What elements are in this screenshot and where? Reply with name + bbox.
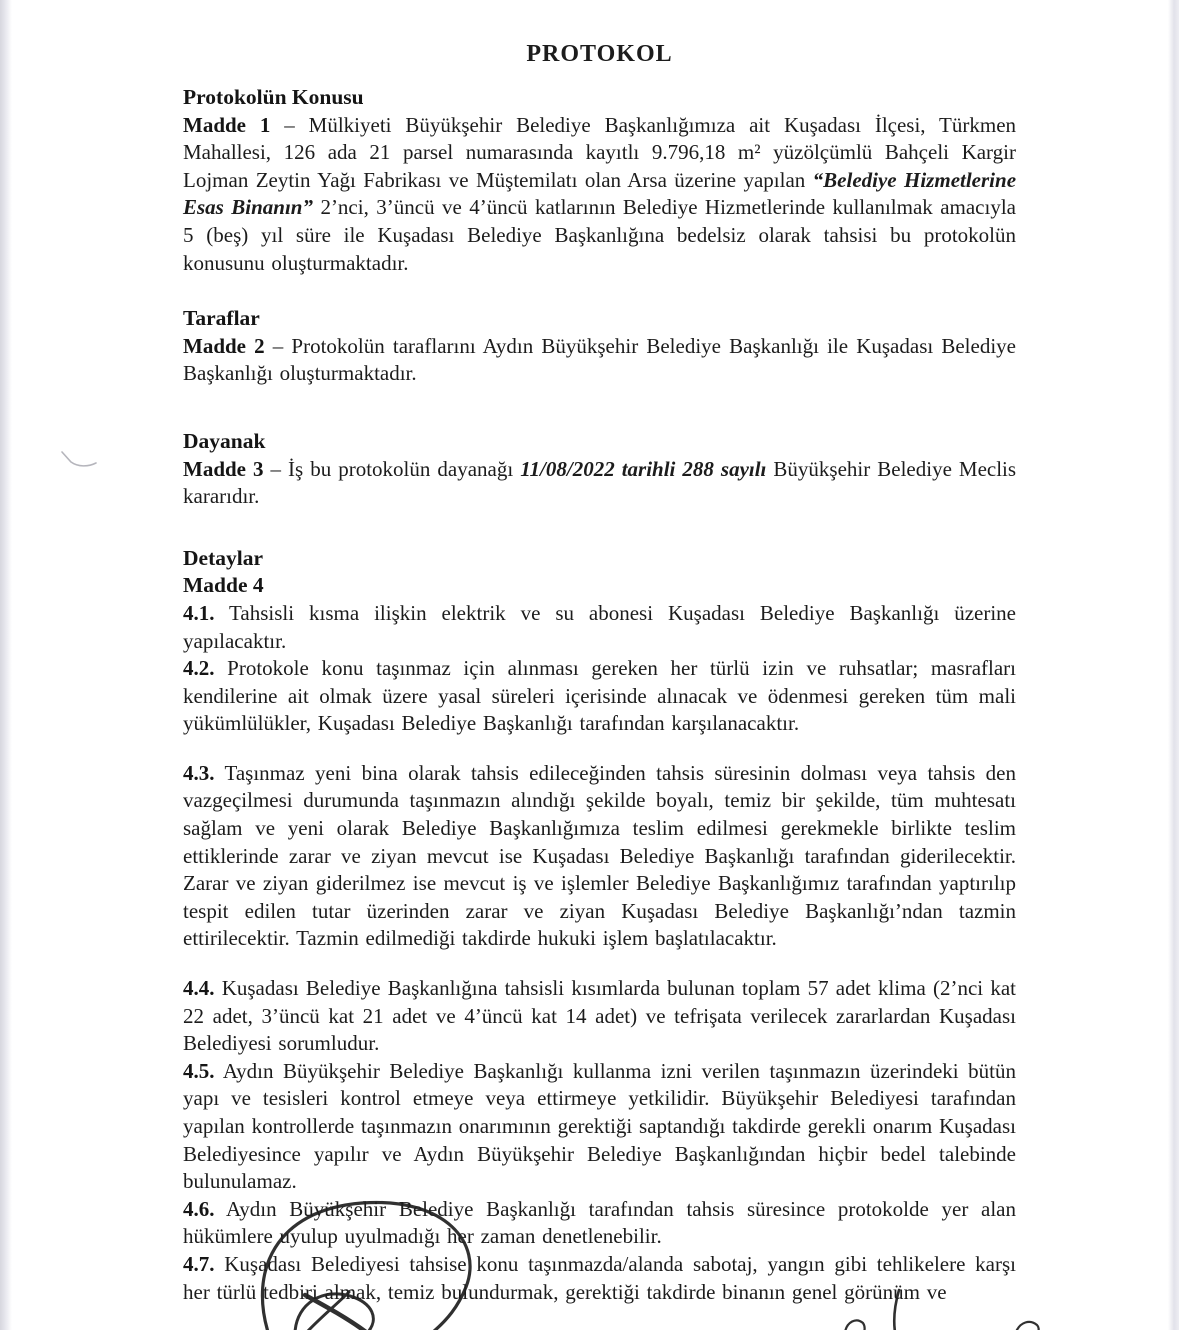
pen-bottom-mark-left <box>845 1320 865 1330</box>
madde-4-item-4.4 <box>183 975 1016 1058</box>
item-number: 4.5. <box>183 1058 215 1083</box>
item-text: Aydın Büyükşehir Belediye Başkanlığı kullanma izni verilen taşınmazın üzerindeki bütün yapı ve tesisleri kontrol etmeye veya ettirmeye yetkilidir. Büyükşehir Belediyesi tarafından yapılan kontrollerde taşınmazın onarımının gerektiği saptandığı takdirde gerekli onarım Kuşadası Belediyesince yapılır ve Aydın Büyükşehir Belediye Başkanlığından hiçbir bedel talebinde bulunulamaz. <box>183 1058 1016 1194</box>
section-detaylar <box>183 545 1016 1306</box>
scan-edge-left <box>0 0 12 1330</box>
madde-4-items <box>183 600 1016 1306</box>
heading-madde-4: Madde 4 <box>183 573 264 598</box>
item-number: 4.4. <box>183 976 215 1001</box>
madde-4-item-4.2 <box>183 655 1016 738</box>
document-title: PROTOKOL <box>526 41 673 67</box>
section-protokolun-konusu <box>183 84 1016 277</box>
scan-edge-right <box>1168 0 1179 1330</box>
pen-faint-margin-mark <box>62 452 96 466</box>
item-text: Tahsisli kısma ilişkin elektrik ve su abonesi Kuşadası Belediye Başkanlığı üzerine yapılacaktır. <box>183 600 1016 653</box>
madde-3-label: Madde 3 <box>183 456 264 481</box>
madde-1-label: Madde 1 <box>183 112 271 137</box>
heading-taraflar: Taraflar <box>183 306 260 331</box>
madde-3-text-1: – İş bu protokolün dayanağı <box>270 456 514 481</box>
item-number: 4.2. <box>183 656 215 681</box>
item-text: Taşınmaz yeni bina olarak tahsis edileceğinden tahsis süresinin dolması veya tahsis den vazgeçilmesi durumunda taşınmazın alındığı şekilde boyalı, temiz bir şekilde, tüm muhtesatı sağlam ve yeni olarak Belediye Başkanlığımıza teslim edilmesi gerekmekle birlikte teslim ettiklerinde zarar ve ziyan mevcut ise Kuşadası Belediye Başkanlığı tarafından giderilecektir. Zarar ve ziyan giderilmez ise mevcut iş ve işlemler Belediye Başkanlığımız tarafından yaptırılıp tespit edilen tutar üzerinden zarar ve ziyan Kuşadası Belediye Başkanlığı’ndan tazmin ettirilecektir. Tazmin edilmediği takdirde hukuki işlem başlatılacaktır. <box>183 760 1016 951</box>
pen-bottom-mark-right <box>1016 1322 1039 1330</box>
heading-dayanak: Dayanak <box>183 428 266 453</box>
madde-4-item-4.5 <box>183 1058 1016 1196</box>
item-text: Protokole konu taşınmaz için alınması gereken her türlü izin ve ruhsatlar; masrafları kendilerine ait olmak üzere yasal süreleri içerisinde alınacak ve ödenmesi gereken tüm mali yükümlülükler, Kuşadası Belediye Başkanlığı tarafından karşılanacaktır. <box>183 656 1016 736</box>
section-taraflar <box>183 305 1016 388</box>
madde-3-paragraph <box>183 456 1016 511</box>
madde-1-paragraph <box>183 112 1016 278</box>
document-content <box>183 0 1016 1306</box>
item-number: 4.7. <box>183 1251 215 1276</box>
item-number: 4.3. <box>183 760 215 785</box>
madde-2-label: Madde 2 <box>183 333 265 358</box>
section-dayanak <box>183 428 1016 511</box>
madde-3-emphasis: 11/08/2022 tarihli 288 sayılı <box>520 456 767 481</box>
madde-1-emphasis: “Belediye Hizmetlerine Esas Binanın” <box>183 167 1017 220</box>
item-text: Kuşadası Belediyesi tahsise konu taşınmazda/alanda sabotaj, yangın gibi tehlikelere karşı her türlü tedbiri almak, temiz bulundurmak, gerektiği takdirde binanın genel görünüm ve <box>183 1251 1016 1304</box>
madde-1-text-1: – Mülkiyeti Büyükşehir Belediye Başkanlığımıza ait Kuşadası İlçesi, Türkmen Mahallesi, 126 ada 21 parsel numarasında kayıtlı 9.796,18 m² yüzölçümlü Bahçeli Kargir Lojman Zeytin Yağı Fabrikası ve Müştemilatı olan Arsa üzerine yapılan <box>183 112 1017 192</box>
item-text: Kuşadası Belediye Başkanlığına tahsisli kısımlarda bulunan toplam 57 adet klima (2’nci kat 22 adet, 3’üncü kat 21 adet ve 4’üncü kat 14 adet) ve tefrişata verilecek zararlardan Kuşadası Belediyesi sorumludur. <box>183 976 1016 1056</box>
item-number: 4.1. <box>183 600 215 625</box>
madde-2-paragraph <box>183 333 1016 388</box>
heading-detaylar: Detaylar <box>183 545 263 570</box>
item-text: Aydın Büyükşehir Belediye Başkanlığı tarafından tahsis süresince protokolde yer alan hükümlere uyulup uyulmadığı her zaman denetlenebilir. <box>183 1196 1016 1249</box>
madde-3-text-2: Büyükşehir Belediye Meclis kararıdır. <box>183 456 1017 509</box>
madde-2-text: – Protokolün taraflarını Aydın Büyükşehir Belediye Başkanlığı ile Kuşadası Belediye Başkanlığı oluşturmaktadır. <box>183 333 1016 386</box>
madde-4-item-4.6 <box>183 1196 1016 1251</box>
heading-protokolun-konusu: Protokolün Konusu <box>183 85 364 109</box>
item-number: 4.6. <box>183 1196 215 1221</box>
madde-1-text-2: 2’nci, 3’üncü ve 4’üncü katlarının Belediye Hizmetlerinde kullanılmak amacıyla 5 (beş) yıl süre ile Kuşadası Belediye Başkanlığına bedelsiz olarak tahsisi bu protokolün konusunu oluşturmaktadır. <box>183 195 1016 275</box>
madde-4-item-4.1 <box>183 600 1016 655</box>
madde-4-item-4.3 <box>183 760 1016 953</box>
madde-4-item-4.7 <box>183 1251 1016 1306</box>
